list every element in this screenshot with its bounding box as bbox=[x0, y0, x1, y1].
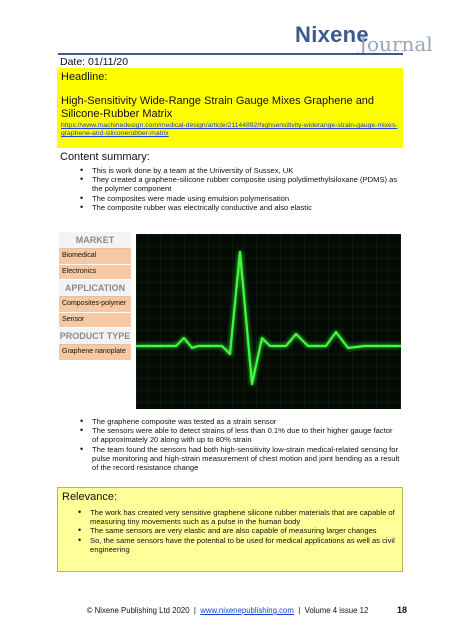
market-heading: MARKET bbox=[59, 232, 131, 249]
list-item: • So, the same sensors have the potential to be used for medical applications as well as civil engineering bbox=[78, 536, 398, 554]
category-sidebar bbox=[59, 232, 131, 361]
list-item: • The work has created very sensitive graphene silicone rubber materials that are capable of measuring tiny movements such as a pulse in the human body bbox=[78, 508, 398, 526]
application-item: Sensor bbox=[59, 313, 131, 329]
list-item: • They created a graphene-silicone rubber composite using polydimethylsiloxane (PDMS) as the polymer component bbox=[80, 175, 400, 193]
details-list bbox=[80, 417, 400, 472]
logo-nixene-text: Nixene bbox=[295, 22, 369, 47]
list-item: • The same sensors are very elastic and are also capable of measuring larger changes bbox=[78, 526, 398, 535]
nixene-journal-logo bbox=[295, 22, 435, 56]
headline-box bbox=[57, 68, 403, 148]
list-item: • This is work done by a team at the University of Sussex, UK bbox=[80, 166, 400, 175]
list-item: • The composite rubber was electrically conductive and also elastic bbox=[80, 203, 400, 212]
list-item: • The composites were made using emulsion polymerisation bbox=[80, 194, 400, 203]
headline-label: Headline: bbox=[61, 71, 108, 83]
source-link[interactable]: https://www.machinedesign.com/medical-design/article/21144892/highsensitivity-widerange-strain-gauge-mixes-graphene-and-siliconerubber-matrix bbox=[61, 122, 398, 137]
content-summary-label: Content summary: bbox=[60, 151, 150, 163]
summary-list bbox=[80, 166, 400, 212]
header-rule bbox=[58, 53, 403, 55]
ecg-heartbeat-image bbox=[136, 234, 401, 409]
relevance-label: Relevance: bbox=[62, 491, 118, 503]
footer-issue: Volume 4 issue 12 bbox=[304, 606, 369, 615]
application-heading: APPLICATION bbox=[59, 280, 131, 297]
list-item: • The graphene composite was tested as a strain sensor bbox=[80, 417, 400, 426]
relevance-box bbox=[57, 487, 403, 572]
list-item: • The team found the sensors had both high-sensitivity low-strain medical-related sensing for pulse monitoring and high-strain measurement of chest motion and joint bending as a result of the record resistance change bbox=[80, 445, 400, 473]
product-type-heading: PRODUCT TYPE bbox=[59, 328, 131, 345]
relevance-list bbox=[62, 508, 398, 554]
headline-title: High-Sensitivity Wide-Range Strain Gauge Mixes Graphene and Silicone-Rubber Matrix bbox=[61, 95, 375, 120]
product-type-item: Graphene nanoplate bbox=[59, 345, 131, 361]
page-number: 18 bbox=[396, 605, 407, 615]
footer-separator: | bbox=[193, 606, 196, 615]
list-item: • The sensors were able to detect strains of less than 0.1% due to their higher gauge factor of approximately 20 along with up to 80% strain bbox=[80, 426, 400, 444]
market-item: Biomedical bbox=[59, 249, 131, 265]
footer-website-link[interactable]: www.nixenepublishing.com bbox=[200, 606, 294, 615]
article-date: Date: 01/11/20 bbox=[60, 56, 129, 68]
footer-copyright: © Nixene Publishing Ltd 2020 bbox=[86, 606, 190, 615]
application-item: Composites-polymer bbox=[59, 297, 131, 313]
footer-separator: | bbox=[298, 606, 301, 615]
logo-journal-text: Journal bbox=[359, 32, 433, 56]
ecg-grid bbox=[136, 234, 401, 409]
market-item: Electronics bbox=[59, 265, 131, 281]
page-footer bbox=[0, 606, 455, 615]
